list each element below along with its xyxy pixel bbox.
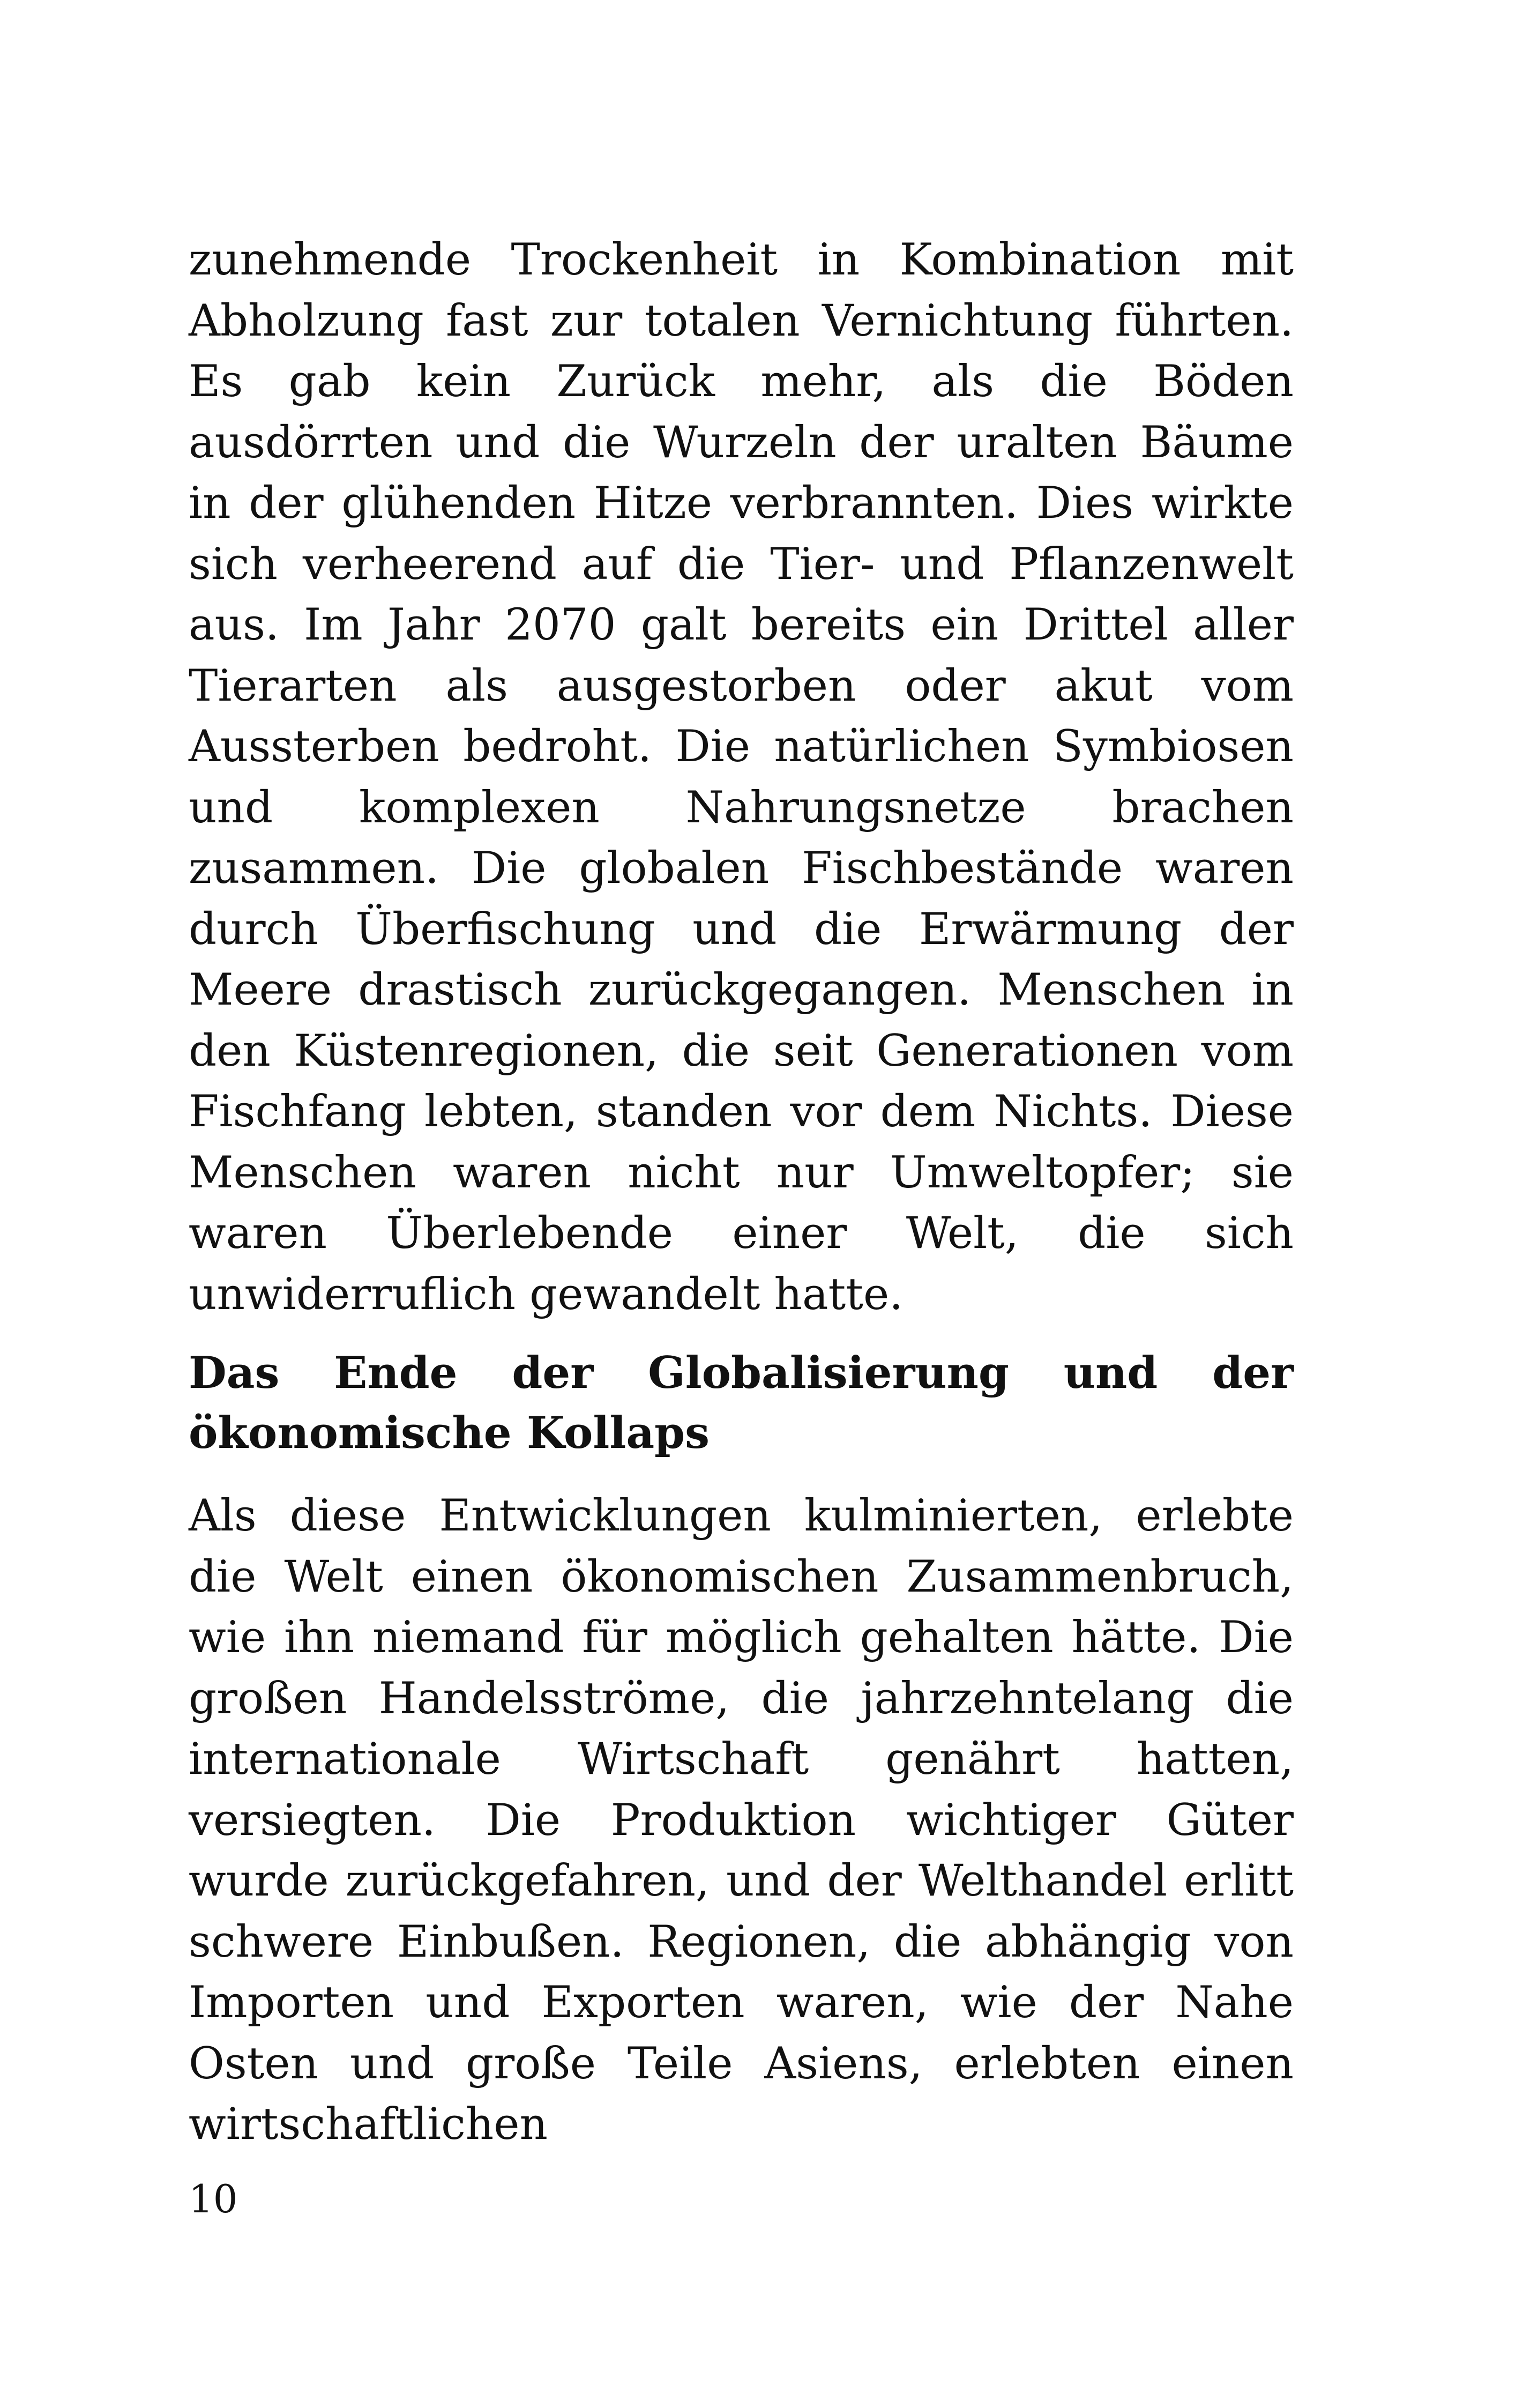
body-paragraph-2: Als diese Entwicklungen kulminierten, erlebte die Welt einen ökonomischen Zusammenbruch, wie ihn niemand für möglich gehalten hätte. Die großen Handelsströme, die jahrzehntelang die internationale Wirtschaft genährt hatten, versiegten. Die Produktion wichtiger Güter wurde zurückgefahren, und der Welthandel erlitt schwere Einbußen. Regionen, die abhängig von Importen und Exporten waren, wie der Nahe Osten und große Teile Asiens, erlebten einen wirtschaftlichen bbox=[189, 1490, 1294, 2150]
body-paragraph-1: zunehmende Trockenheit in Kombination mit Abholzung fast zur totalen Vernichtung führten. Es gab kein Zurück mehr, als die Böden ausdörrten und die Wurzeln der uralten Bäume in der glühenden Hitze verbrannten. Dies wirkte sich verheerend auf die Tier- und Pflanzenwelt aus. Im Jahr 2070 galt bereits ein Drittel aller Tierarten als ausgestorben oder akut vom Aussterben bedroht. Die natürlichen Symbiosen und komplexen Nahrungsnetze brachen zusammen. Die globalen Fischbestände waren durch Überfischung und die Erwärmung der Meere drastisch zurückgegangen. Menschen in den Küstenregionen, die seit Generationen vom Fischfang lebten, standen vor dem Nichts. Diese Menschen waren nicht nur Umweltopfer; sie waren Überlebende einer Welt, die sich unwiderruflich gewandelt hatte. bbox=[189, 234, 1294, 1320]
page-number: 10 bbox=[189, 2176, 238, 2221]
page-body bbox=[189, 229, 1294, 2155]
section-heading: Das Ende der Globalisierung und der ökonomische Kollaps bbox=[189, 1347, 1294, 1459]
